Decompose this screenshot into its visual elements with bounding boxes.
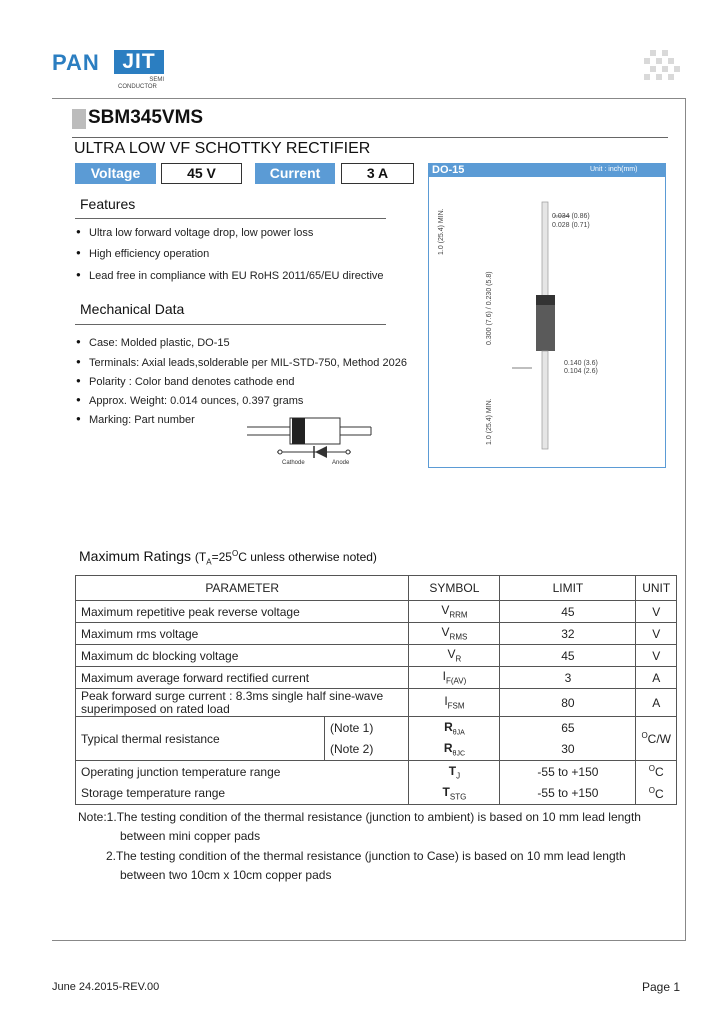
note-1-line-1: Note:1.The testing condition of the thermal resistance (junction to ambient) is based on 10 mm lead length <box>78 810 641 824</box>
dim-body-length: 0.300 (7.6) / 0.230 (5.8) <box>486 271 493 345</box>
logo-jit-badge: JIT <box>114 50 164 74</box>
dim-lead-diameter: 0.034 (0.86) 0.028 (0.71) <box>552 213 590 229</box>
header-limit: LIMIT <box>500 576 636 601</box>
right-rule <box>685 98 686 940</box>
table-row-thermal-2: (Note 2) $R_{\theta JC}$ 30 <box>76 739 677 761</box>
top-rule <box>52 98 686 99</box>
footer-date: June 24.2015-REV.00 <box>52 981 160 993</box>
note-2-line-1: 2.The testing condition of the thermal resistance (junction to Case) is based on 10 mm lead length <box>106 849 626 863</box>
current-value: 3 A <box>341 163 414 184</box>
diode-outline-drawing <box>245 415 375 471</box>
ratings-title <box>79 548 377 566</box>
mechanical-item: ● Polarity : Color band denotes cathode end <box>89 376 294 388</box>
header-unit: UNIT <box>636 576 677 601</box>
ratings-title-text: Maximum Ratings <box>79 548 192 564</box>
features-rule <box>75 218 386 219</box>
part-number-rule <box>72 137 668 138</box>
features-heading: Features <box>80 196 136 212</box>
table-row: Storage temperature range $T_{STG}$ -55 to +150 $^O$C <box>76 783 677 805</box>
header-parameter: PARAMETER <box>76 576 409 601</box>
note-1-line-2: between mini copper pads <box>120 829 261 843</box>
table-row: Operating junction temperature range $T_J$ -55 to +150 $^O$C <box>76 761 677 783</box>
feature-item: ● Lead free in compliance with EU RoHS 2011/65/EU directive <box>89 270 384 282</box>
table-header-row <box>76 576 677 601</box>
mechanical-item: ● Terminals: Axial leads,solderable per MIL-STD-750, Method 2026 <box>89 357 407 369</box>
note-2-line-2: between two 10cm x 10cm copper pads <box>120 868 332 882</box>
table-row: Maximum repetitive peak reverse voltage $V_{RRM}$ 45 V <box>76 601 677 623</box>
dim-lead-length-bottom: 1.0 (25.4) MIN. <box>486 398 493 445</box>
table-row-thermal-1: Typical thermal resistance (Note 1) $R_{\theta JA}$ 65 $^O$C/W <box>76 717 677 739</box>
ratings-table <box>75 575 677 805</box>
logo-semi-text: SEMI <box>149 77 164 83</box>
footer-page: Page 1 <box>642 980 681 994</box>
ratings-condition: ($T_A=25^OC$ unless otherwise noted) <box>194 549 377 567</box>
voltage-value: 45 V <box>161 163 242 184</box>
part-number: SBM345VMS <box>88 107 204 128</box>
mechanical-rule <box>75 324 386 325</box>
device-subtitle: ULTRA LOW VF SCHOTTKY RECTIFIER <box>74 140 371 157</box>
feature-item: ● High efficiency operation <box>89 248 209 260</box>
decorative-pattern-icon <box>640 50 680 84</box>
table-row: Maximum rms voltage $V_{RMS}$ 32 V <box>76 623 677 645</box>
dim-lead-length-top: 1.0 (25.4) MIN. <box>438 208 445 255</box>
package-title: DO-15 <box>432 164 465 176</box>
logo-pan-text: PAN <box>52 50 100 75</box>
mechanical-item: ● Marking: Part number <box>89 414 195 426</box>
cathode-label: Cathode <box>282 460 305 466</box>
table-row: Peak forward surge current : 8.3ms single half sine-wave superimposed on rated load $I_{FSM}$ 80 A <box>76 689 677 717</box>
logo-conductor-text: CONDUCTOR <box>118 84 157 90</box>
anode-label: Anode <box>332 460 350 466</box>
table-row: Maximum dc blocking voltage $V_R$ 45 V <box>76 645 677 667</box>
mechanical-item: ● Approx. Weight: 0.014 ounces, 0.397 grams <box>89 395 303 407</box>
voltage-label: Voltage <box>75 163 156 184</box>
feature-item: ● Ultra low forward voltage drop, low power loss <box>89 227 313 239</box>
table-row: Maximum average forward rectified current $I_{F(AV)}$ 3 A <box>76 667 677 689</box>
bottom-rule <box>52 940 686 941</box>
mechanical-item: ● Case: Molded plastic, DO-15 <box>89 337 230 349</box>
current-label: Current <box>255 163 335 184</box>
dim-body-diameter: 0.140 (3.6) 0.104 (2.6) <box>564 360 598 375</box>
package-unit: Unit : inch(mm) <box>590 166 638 173</box>
part-number-marker <box>72 109 86 129</box>
mechanical-heading: Mechanical Data <box>80 301 185 317</box>
package-outline-drawing <box>430 178 660 464</box>
header-symbol: SYMBOL <box>409 576 500 601</box>
